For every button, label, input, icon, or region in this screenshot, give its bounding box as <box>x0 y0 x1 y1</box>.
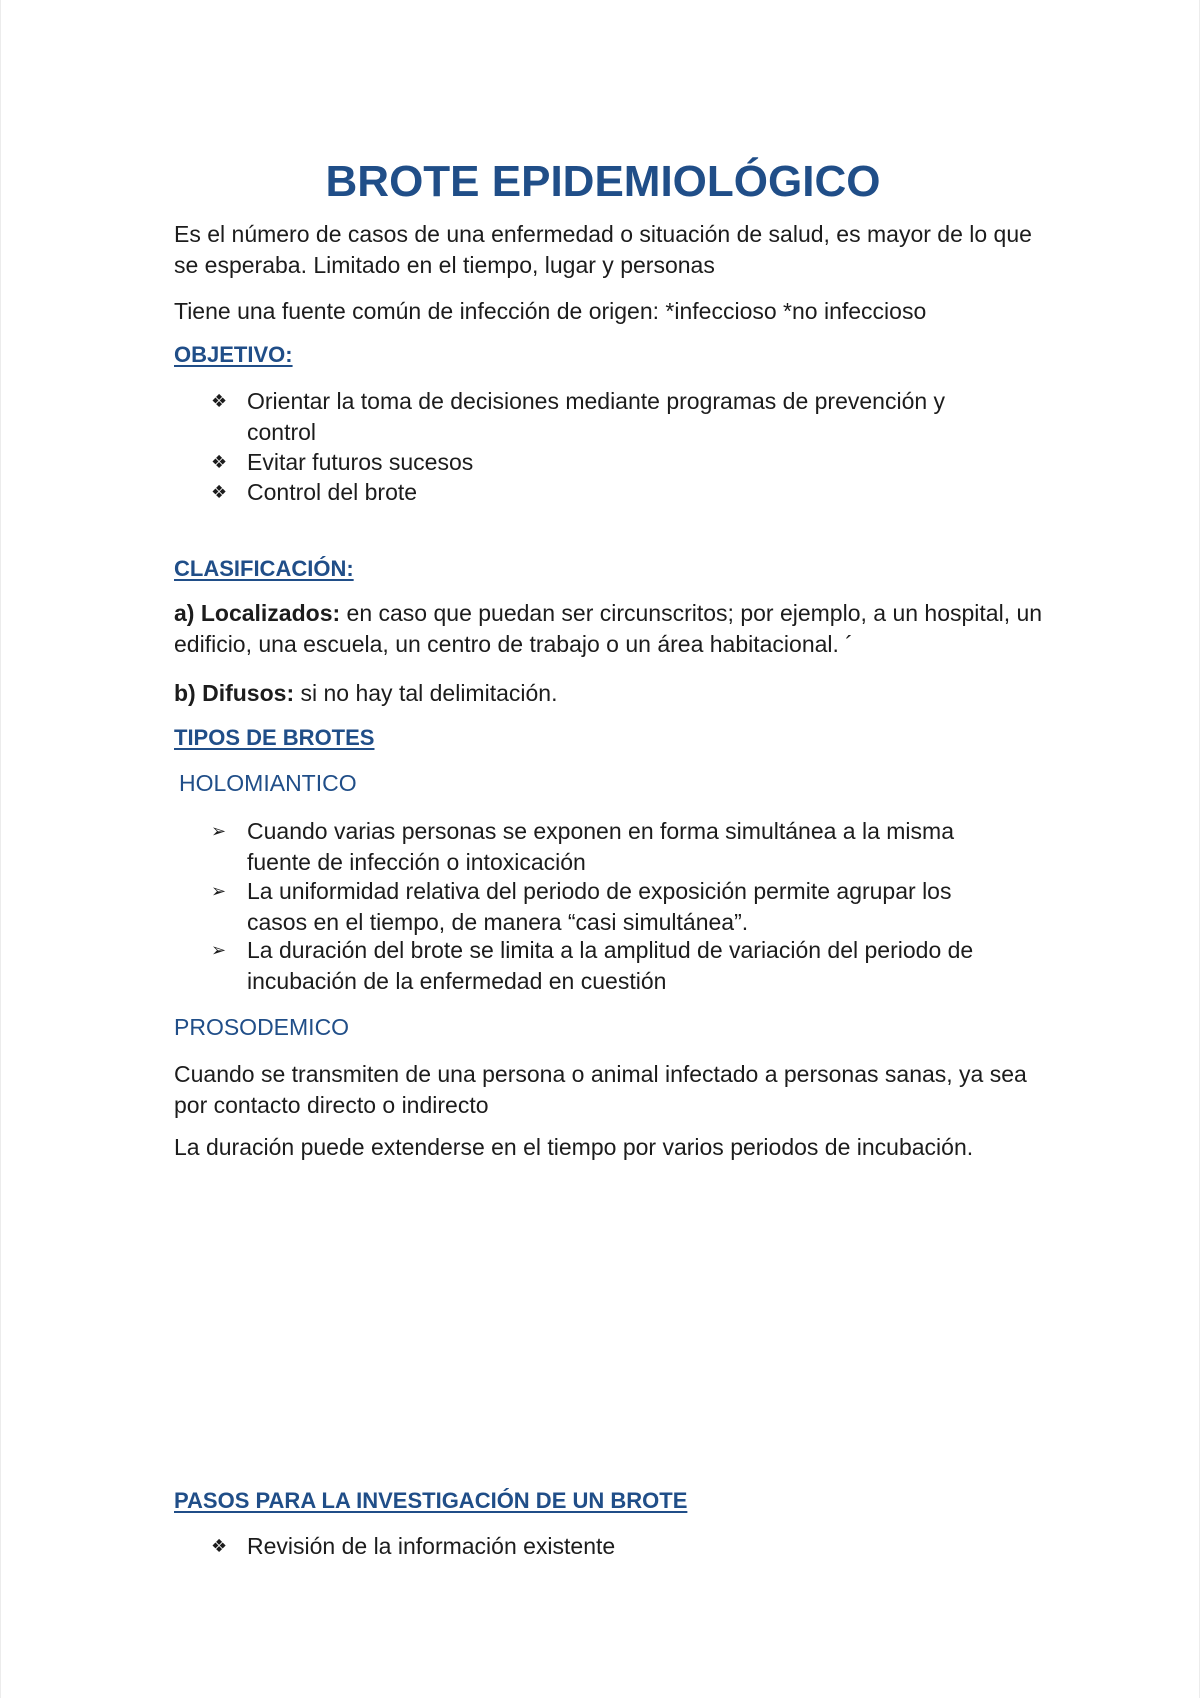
pasos-heading: PASOS PARA LA INVESTIGACIÓN DE UN BROTE <box>174 1488 688 1513</box>
arrow-bullet-icon: ➢ <box>211 881 227 901</box>
clasificacion-a-label: a) Localizados: <box>174 600 341 626</box>
diamond-bullet-icon: ❖ <box>211 482 228 502</box>
holomiantico-item <box>211 876 1011 938</box>
pasos-item <box>211 1531 1011 1562</box>
tipos-heading: TIPOS DE BROTES <box>174 725 375 750</box>
holomiantico-item <box>211 816 1011 878</box>
arrow-bullet-icon: ➢ <box>211 940 227 960</box>
clasificacion-a-text: en caso que puedan ser circunscritos; por ejemplo, a un hospital, un edificio, una escuela, un centro de trabajo o un área habitacional. ´ <box>174 600 1043 657</box>
diamond-bullet-icon: ❖ <box>211 1536 228 1556</box>
diamond-bullet-icon: ❖ <box>211 391 228 411</box>
clasificacion-a <box>174 598 1044 660</box>
objetivo-item-text: Orientar la toma de decisiones mediante programas de prevención y control <box>247 388 946 445</box>
intro-paragraph: Es el número de casos de una enfermedad o situación de salud, es mayor de lo que se esperaba. Limitado en el tiempo, lugar y personas <box>174 221 1032 278</box>
holomiantico-item <box>211 935 1011 997</box>
prosodemico-duration-paragraph: La duración puede extenderse en el tiempo por varios periodos de incubación. <box>174 1134 974 1160</box>
holomiantico-item-text: Cuando varias personas se exponen en forma simultánea a la misma fuente de infección o intoxicación <box>247 818 954 875</box>
clasificacion-heading: CLASIFICACIÓN: <box>174 556 354 581</box>
objetivo-heading: OBJETIVO: <box>174 342 293 367</box>
clasificacion-b-text: si no hay tal delimitación. <box>294 680 558 706</box>
objetivo-item-text: Control del brote <box>247 479 418 505</box>
pasos-item-text: Revisión de la información existente <box>247 1533 616 1559</box>
objetivo-item <box>211 386 1011 448</box>
holomiantico-item-text: La duración del brote se limita a la amplitud de variación del periodo de incubación de la enfermedad en cuestión <box>247 937 974 994</box>
holomiantico-subheading: HOLOMIANTICO <box>179 770 357 796</box>
objetivo-item-text: Evitar futuros sucesos <box>247 449 474 475</box>
diamond-bullet-icon: ❖ <box>211 452 228 472</box>
objetivo-item <box>211 447 1011 478</box>
clasificacion-b <box>174 678 1044 709</box>
prosodemico-subheading: PROSODEMICO <box>174 1014 350 1040</box>
objetivo-item <box>211 477 1011 508</box>
document-title: BROTE EPIDEMIOLÓGICO <box>325 157 881 206</box>
prosodemico-paragraph: Cuando se transmiten de una persona o animal infectado a personas sanas, ya sea por contacto directo o indirecto <box>174 1061 1027 1118</box>
origin-paragraph: Tiene una fuente común de infección de origen: *infeccioso *no infeccioso <box>174 298 927 324</box>
holomiantico-item-text: La uniformidad relativa del periodo de exposición permite agrupar los casos en el tiempo, de manera “casi simultánea”. <box>247 878 952 935</box>
clasificacion-b-label: b) Difusos: <box>174 680 295 706</box>
arrow-bullet-icon: ➢ <box>211 821 227 841</box>
